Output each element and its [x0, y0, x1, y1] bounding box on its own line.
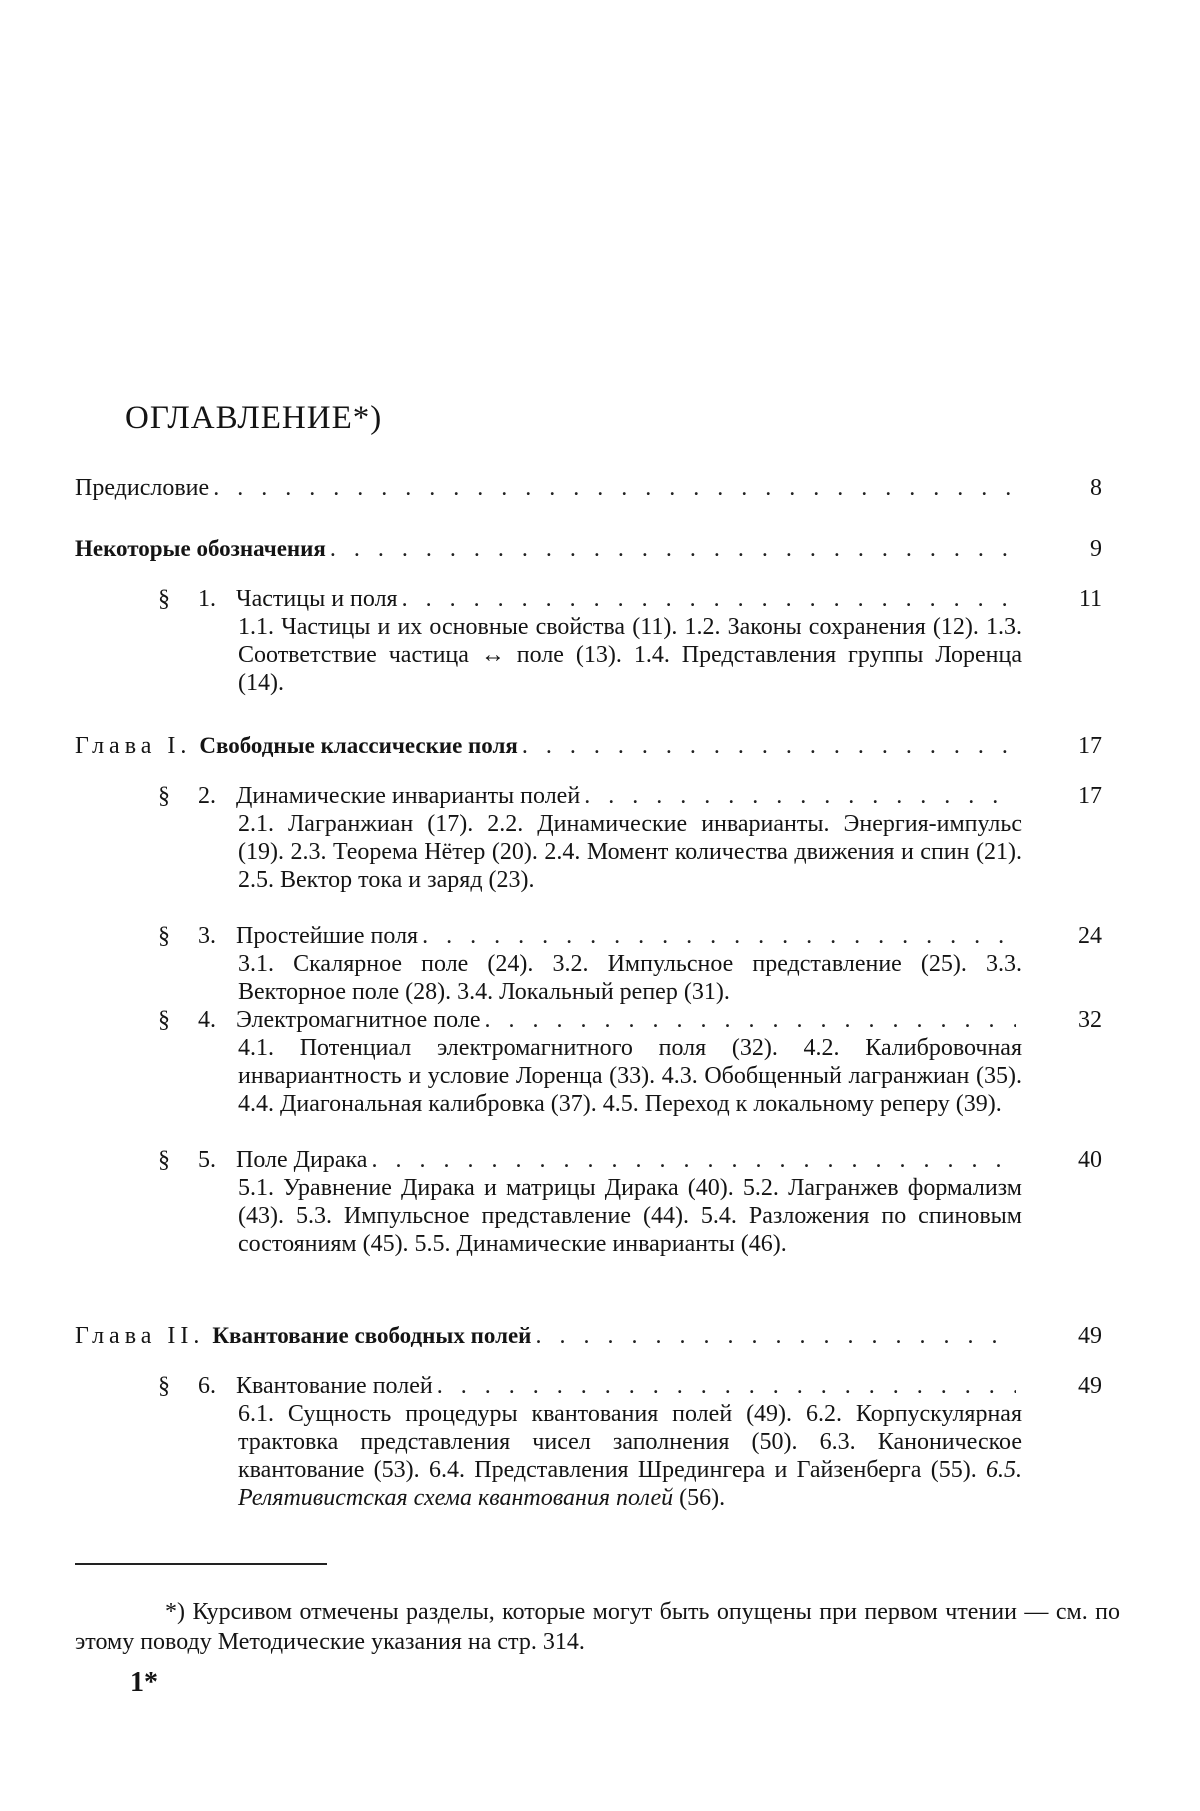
section-number: 6.	[198, 1373, 216, 1399]
toc-page-number: 32	[1078, 1007, 1102, 1033]
leader-dots	[422, 922, 1016, 950]
section-sign: §	[158, 1373, 170, 1399]
leader-dots	[402, 585, 1016, 613]
toc-page-number: 8	[1090, 475, 1102, 501]
toc-section-1[interactable]	[158, 585, 1020, 613]
toc-entry-label: Некоторые обозначения	[75, 536, 326, 561]
toc-section-3[interactable]	[158, 922, 1020, 950]
toc-section-6[interactable]	[158, 1372, 1020, 1400]
section-sign: §	[158, 1007, 170, 1033]
section-description: 5.1. Уравнение Дирака и матрицы Дирака (40). 5.2. Лагранжев формализм (43). 5.3. Импульсное представление (44). 5.4. Разложения по спиновым состояниям (45). 5.5. Динамические инварианты (46).	[238, 1175, 1022, 1257]
toc-entry-notation[interactable]	[75, 535, 1020, 563]
leader-dots	[437, 1372, 1016, 1400]
toc-page-number: 49	[1078, 1323, 1102, 1349]
footnote-rule	[75, 1563, 327, 1565]
section-number: 1.	[198, 586, 216, 612]
toc-page-number: 49	[1078, 1373, 1102, 1399]
section-description-tail: (56).	[673, 1485, 726, 1511]
toc-chapter-2[interactable]	[75, 1322, 1020, 1350]
section-sign: §	[158, 923, 170, 949]
toc-page-number: 11	[1078, 586, 1102, 612]
section-number: 5.	[198, 1147, 216, 1173]
section-sign: §	[158, 586, 170, 612]
leader-dots	[371, 1146, 1016, 1174]
chapter-prefix: Глава II.	[75, 1323, 205, 1349]
toc-section-5[interactable]	[158, 1146, 1020, 1174]
section-description	[238, 1400, 1022, 1512]
leader-dots	[584, 782, 1016, 810]
printer-signature: 1*	[130, 1667, 158, 1698]
section-description: 3.1. Скалярное поле (24). 3.2. Импульсное представление (25). 3.3. Векторное поле (28). 3.4. Локальный репер (31).	[238, 951, 1022, 1005]
section-number: 4.	[198, 1007, 216, 1033]
section-number: 2.	[198, 783, 216, 809]
toc-entry-preface[interactable]	[75, 474, 1020, 502]
leader-dots	[484, 1006, 1016, 1034]
toc-page-number: 40	[1078, 1147, 1102, 1173]
toc-section-2[interactable]	[158, 782, 1020, 810]
leader-dots	[535, 1322, 1016, 1350]
section-description: 1.1. Частицы и их основные свойства (11). 1.2. Законы сохранения (12). 1.3. Соответствие частица ↔ поле (13). 1.4. Представления группы Лоренца (14).	[238, 614, 1022, 696]
toc-page-number: 17	[1078, 733, 1102, 759]
leader-dots	[213, 474, 1016, 502]
toc-chapter-1[interactable]	[75, 732, 1020, 760]
toc-page-number: 9	[1090, 536, 1102, 562]
toc-page-number: 17	[1078, 783, 1102, 809]
section-number: 3.	[198, 923, 216, 949]
chapter-prefix: Глава I.	[75, 733, 192, 759]
toc-entry-label: Свободные классические поля	[199, 733, 518, 758]
toc-page-number: 24	[1078, 923, 1102, 949]
section-sign: §	[158, 783, 170, 809]
section-description-text: 6.1. Сущность процедуры квантования полей (49). 6.2. Корпускулярная трактовка представления чисел заполнения (50). 6.3. Каноническое квантование (53). 6.4. Представления Шредингера и Гайзенберга (55).	[238, 1401, 1022, 1483]
toc-entry-label: Поле Дирака	[236, 1147, 368, 1173]
section-description: 2.1. Лагранжиан (17). 2.2. Динамические инварианты. Энергия-импульс (19). 2.3. Теорема Нётер (20). 2.4. Момент количества движения и спин (21). 2.5. Вектор тока и заряд (23).	[238, 811, 1022, 893]
section-sign: §	[158, 1147, 170, 1173]
toc-section-4[interactable]	[158, 1006, 1020, 1034]
toc-entry-label: Частицы и поля	[236, 586, 398, 612]
page-title: ОГЛАВЛЕНИЕ*)	[125, 400, 383, 436]
leader-dots	[522, 732, 1016, 760]
leader-dots	[330, 535, 1016, 563]
footnote: *) Курсивом отмечены разделы, которые могут быть опущены при первом чтении — см. по этому поводу Методические указания на стр. 314.	[75, 1599, 1120, 1655]
toc-entry-label: Квантование свободных полей	[212, 1323, 532, 1348]
toc-entry-label: Динамические инварианты полей	[236, 783, 581, 809]
toc-entry-label: Электромагнитное поле	[236, 1007, 481, 1033]
toc-entry-label: Предисловие	[75, 475, 210, 501]
toc-entry-label: Квантование полей	[236, 1373, 433, 1399]
toc-entry-label: Простейшие поля	[236, 923, 419, 949]
section-description: 4.1. Потенциал электромагнитного поля (32). 4.2. Калибровочная инвариантность и условие Лоренца (33). 4.3. Обобщенный лагранжиан (35). 4.4. Диагональная калибровка (37). 4.5. Переход к локальному реперу (39).	[238, 1035, 1022, 1117]
optional-section-italic: 6.5. Релятивистская схема квантования полей	[238, 1457, 1023, 1511]
